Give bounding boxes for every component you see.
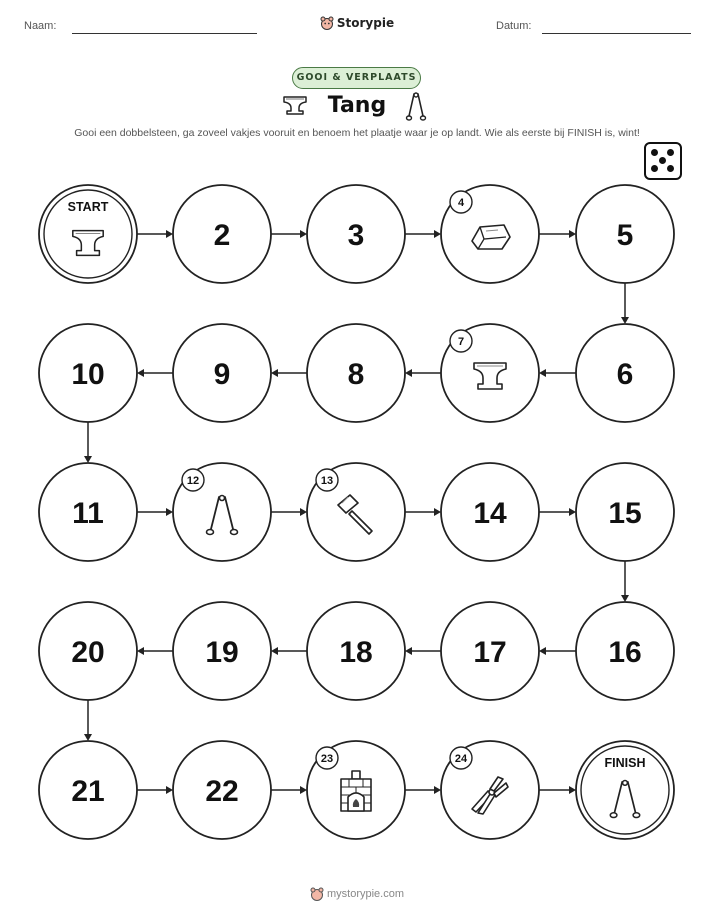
board-cell-8 bbox=[307, 324, 405, 422]
path-arrow bbox=[271, 230, 307, 238]
cell-number: 20 bbox=[71, 636, 105, 669]
brand-name: Storypie bbox=[336, 15, 395, 30]
path-arrow bbox=[539, 647, 576, 655]
cell-number: 3 bbox=[347, 219, 365, 252]
board-cell-9 bbox=[173, 324, 271, 422]
path-arrow bbox=[405, 508, 441, 516]
cell-number: 6 bbox=[616, 358, 634, 391]
cell-number: 10 bbox=[71, 358, 105, 391]
board-cell-4 bbox=[441, 185, 539, 283]
path-arrow bbox=[539, 369, 576, 377]
board-cell-10 bbox=[39, 324, 137, 422]
board-cell-6 bbox=[576, 324, 674, 422]
path-arrow bbox=[621, 283, 629, 324]
path-arrow bbox=[84, 422, 92, 463]
cell-number: 11 bbox=[72, 497, 104, 530]
path-arrow bbox=[405, 369, 441, 377]
board-cell-19 bbox=[173, 602, 271, 700]
board-cell-25 bbox=[576, 741, 674, 839]
cell-number: 7 bbox=[457, 336, 465, 348]
cell-number: 9 bbox=[213, 358, 231, 391]
board-cell-3 bbox=[307, 185, 405, 283]
board-cell-16 bbox=[576, 602, 674, 700]
path-arrow bbox=[405, 647, 441, 655]
path-arrow bbox=[539, 230, 576, 238]
board-cell-5 bbox=[576, 185, 674, 283]
start-label: START bbox=[67, 200, 109, 214]
cell-number: 13 bbox=[320, 475, 334, 487]
cell-number: 12 bbox=[186, 475, 200, 487]
cell-number: 2 bbox=[213, 219, 231, 252]
cell-number: 19 bbox=[205, 636, 239, 669]
board-cell-22 bbox=[173, 741, 271, 839]
cell-number: 16 bbox=[608, 636, 642, 669]
path-arrow bbox=[137, 786, 173, 794]
board-cell-24 bbox=[441, 741, 539, 839]
path-arrow bbox=[405, 786, 441, 794]
path-arrow bbox=[539, 508, 576, 516]
path-arrow bbox=[405, 230, 441, 238]
board-cell-14 bbox=[441, 463, 539, 561]
cell-number: 18 bbox=[339, 636, 373, 669]
date-label: Datum: bbox=[496, 20, 532, 32]
path-arrow bbox=[271, 786, 307, 794]
cell-number: 17 bbox=[473, 636, 507, 669]
board-cell-23 bbox=[307, 741, 405, 839]
cell-number: 22 bbox=[205, 775, 239, 808]
instructions: Gooi een dobbelsteen, ga zoveel vakjes vooruit en benoem het plaatje waar je op landt. Wie als eerste bij FINISH is, wint! bbox=[74, 127, 640, 139]
path-arrow bbox=[137, 647, 173, 655]
path-arrow bbox=[271, 508, 307, 516]
board-cell-20 bbox=[39, 602, 137, 700]
cell-number: 8 bbox=[347, 358, 365, 391]
board-cell-15 bbox=[576, 463, 674, 561]
name-label: Naam: bbox=[24, 20, 57, 32]
path-arrow bbox=[621, 561, 629, 602]
finish-label: FINISH bbox=[604, 756, 646, 770]
cell-number: 21 bbox=[71, 775, 105, 808]
board-cell-13 bbox=[307, 463, 405, 561]
board-cell-7 bbox=[441, 324, 539, 422]
board-cell-21 bbox=[39, 741, 137, 839]
path-arrow bbox=[137, 230, 173, 238]
cell-number: 24 bbox=[454, 753, 468, 765]
cell-number: 15 bbox=[608, 497, 642, 530]
path-arrow bbox=[271, 369, 307, 377]
path-arrow bbox=[137, 369, 173, 377]
cell-number: 23 bbox=[320, 753, 334, 765]
board-cell-11 bbox=[39, 463, 137, 561]
board-cell-17 bbox=[441, 602, 539, 700]
footer bbox=[0, 887, 714, 901]
footer-url: mystorypie.com bbox=[326, 887, 405, 900]
storypie-logo-icon bbox=[310, 887, 324, 901]
cell-number: 5 bbox=[616, 219, 634, 252]
cell-number: 14 bbox=[473, 497, 507, 530]
path-arrow bbox=[84, 700, 92, 741]
page-title: Tang bbox=[327, 93, 387, 118]
game-type-badge: GOOI & VERPLAATS bbox=[292, 67, 421, 89]
path-arrow bbox=[137, 508, 173, 516]
board-cell-18 bbox=[307, 602, 405, 700]
path-arrow bbox=[539, 786, 576, 794]
board-cell-1 bbox=[39, 185, 137, 283]
path-arrow bbox=[271, 647, 307, 655]
board-cell-2 bbox=[173, 185, 271, 283]
board-cell-12 bbox=[173, 463, 271, 561]
cell-number: 4 bbox=[457, 197, 465, 209]
